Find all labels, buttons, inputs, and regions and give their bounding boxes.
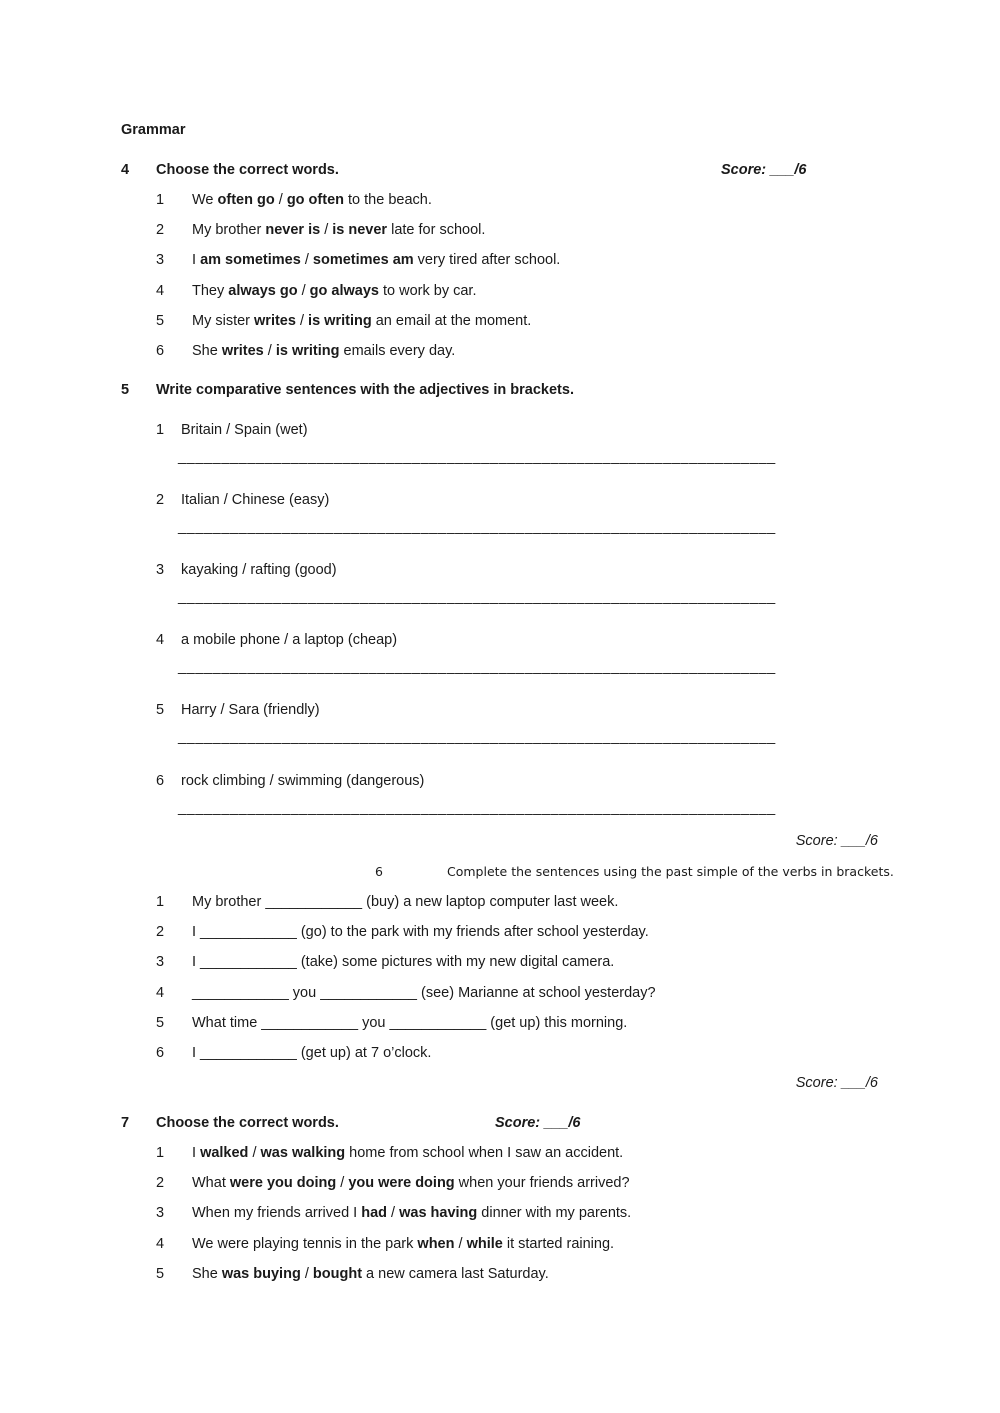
item-text: I — [192, 1145, 201, 1161]
list-item — [192, 252, 560, 268]
item-number: 2 — [156, 492, 165, 509]
item-text: to work by car. — [378, 282, 477, 299]
item-number: 1 — [156, 1145, 165, 1161]
choice-option: go often — [286, 192, 344, 208]
page-title: Grammar — [121, 122, 186, 138]
item-text: We were playing tennis in the park — [192, 1235, 418, 1252]
section-number: 5 — [121, 382, 130, 398]
choice-option: always go — [228, 282, 298, 299]
item-text: / — [295, 312, 309, 329]
item-text: What — [192, 1175, 230, 1192]
item-number: 4 — [156, 1235, 165, 1252]
list-item — [192, 1145, 623, 1161]
list-item — [192, 313, 531, 329]
item-number: 5 — [156, 702, 165, 719]
score-field: Score: ___/6 — [795, 833, 878, 849]
item-text: My sister — [192, 312, 255, 329]
list-item — [192, 1236, 614, 1252]
item-text: / — [320, 222, 333, 239]
choice-option: had — [361, 1205, 388, 1222]
section-heading: Choose the correct words. — [156, 162, 339, 178]
section-number: 7 — [121, 1115, 130, 1131]
item-text: it started raining. — [502, 1235, 615, 1252]
item-number: 3 — [156, 562, 165, 579]
item-text: / — [336, 1175, 349, 1192]
list-item — [192, 343, 455, 359]
item-text: I ____________ (get up) at 7 o’clock. — [192, 1045, 432, 1061]
item-text: I ____________ (take) some pictures with my new digital camera. — [192, 954, 615, 971]
list-item — [192, 1175, 630, 1191]
item-text: She — [192, 1265, 222, 1282]
choice-option: was having — [399, 1205, 478, 1222]
list-item — [192, 1266, 549, 1282]
item-text: very tired after school. — [413, 252, 561, 269]
item-text: ____________ you ____________ (see) Marianne at school yesterday? — [192, 984, 656, 1001]
item-text: / — [300, 1265, 313, 1282]
item-text: home from school when I saw an accident. — [345, 1145, 624, 1161]
choice-option: writes — [221, 343, 264, 359]
item-text: a new camera last Saturday. — [362, 1265, 549, 1282]
item-text: My brother — [192, 222, 266, 239]
item-text: I — [192, 252, 201, 269]
item-text: / — [274, 192, 287, 208]
item-text: to the beach. — [344, 192, 432, 208]
item-text: They — [192, 282, 229, 299]
item-text: Harry / Sara (friendly) — [181, 702, 320, 719]
item-number: 4 — [156, 632, 165, 649]
item-number: 3 — [156, 1205, 165, 1222]
item-text: a mobile phone / a laptop (cheap) — [181, 632, 398, 649]
item-text: / — [300, 252, 313, 269]
item-text: / — [297, 282, 310, 299]
choice-option: bought — [312, 1265, 363, 1282]
choice-option: am sometimes — [200, 252, 301, 269]
item-text: Italian / Chinese (easy) — [181, 492, 330, 509]
choice-option: is never — [332, 222, 388, 239]
item-number: 5 — [156, 312, 165, 329]
answer-line: _____________________________________________________________________ — [178, 729, 776, 746]
answer-line: _____________________________________________________________________ — [178, 449, 776, 465]
item-text: When my friends arrived I — [192, 1205, 362, 1222]
item-text: dinner with my parents. — [477, 1205, 632, 1222]
item-text: / — [387, 1205, 400, 1222]
item-number: 2 — [156, 1175, 165, 1192]
answer-line: _____________________________________________________________________ — [178, 519, 776, 536]
item-text: What time ____________ you ____________ (get up) this morning. — [192, 1014, 628, 1031]
choice-option: you were doing — [348, 1175, 455, 1192]
item-text: I ____________ (go) to the park with my friends after school yesterday. — [192, 924, 649, 941]
item-number: 6 — [156, 772, 165, 789]
item-text: / — [454, 1235, 467, 1252]
item-text: Britain / Spain (wet) — [181, 422, 308, 438]
choice-option: when — [417, 1235, 455, 1252]
item-text: kayaking / rafting (good) — [181, 562, 337, 579]
list-item — [192, 222, 485, 238]
section-number: 6 — [375, 864, 383, 879]
section-heading: Complete the sentences using the past simple of the verbs in brackets. — [447, 864, 894, 879]
score-field: Score: ___/6 — [495, 1115, 581, 1131]
choice-option: while — [466, 1235, 503, 1252]
choice-option: is writing — [275, 343, 340, 359]
choice-option: often go — [217, 192, 275, 208]
item-number: 1 — [156, 894, 165, 910]
score-field: Score: ___/6 — [795, 1075, 878, 1091]
answer-line: _____________________________________________________________________ — [178, 659, 776, 676]
item-number: 4 — [156, 282, 165, 299]
score-field: Score: ___/6 — [721, 162, 807, 178]
choice-option: sometimes am — [312, 252, 414, 269]
choice-option: was buying — [221, 1265, 301, 1282]
section-heading: Write comparative sentences with the adjectives in brackets. — [156, 382, 574, 398]
item-text: She — [192, 343, 222, 359]
item-number: 6 — [156, 343, 165, 359]
choice-option: were you doing — [229, 1175, 337, 1192]
answer-line: _____________________________________________________________________ — [178, 589, 776, 606]
choice-option: is writing — [308, 312, 372, 329]
item-number: 2 — [156, 924, 165, 941]
item-text: when your friends arrived? — [454, 1175, 630, 1192]
item-text: emails every day. — [339, 343, 456, 359]
choice-option: go always — [309, 282, 379, 299]
item-number: 5 — [156, 1265, 165, 1282]
item-number: 4 — [156, 984, 165, 1001]
item-text: late for school. — [387, 222, 486, 239]
item-number: 6 — [156, 1045, 165, 1061]
item-text: / — [248, 1145, 261, 1161]
item-text: rock climbing / swimming (dangerous) — [181, 772, 425, 789]
item-number: 3 — [156, 252, 165, 269]
list-item — [192, 1205, 631, 1221]
choice-option: was walking — [260, 1145, 346, 1161]
item-number: 1 — [156, 422, 165, 438]
item-text: My brother ____________ (buy) a new laptop computer last week. — [192, 894, 619, 910]
list-item — [192, 283, 477, 299]
choice-option: never is — [265, 222, 321, 239]
item-number: 5 — [156, 1014, 165, 1031]
answer-line: _____________________________________________________________________ — [178, 799, 776, 816]
item-text: We — [192, 192, 218, 208]
section-number: 4 — [121, 162, 130, 178]
choice-option: walked — [200, 1145, 249, 1161]
item-number: 3 — [156, 954, 165, 971]
choice-option: writes — [254, 312, 296, 329]
section-heading: Choose the correct words. — [156, 1115, 339, 1131]
item-text: / — [263, 343, 276, 359]
item-text: an email at the moment. — [371, 312, 532, 329]
list-item — [192, 192, 432, 208]
item-number: 2 — [156, 222, 165, 239]
item-number: 1 — [156, 192, 165, 208]
